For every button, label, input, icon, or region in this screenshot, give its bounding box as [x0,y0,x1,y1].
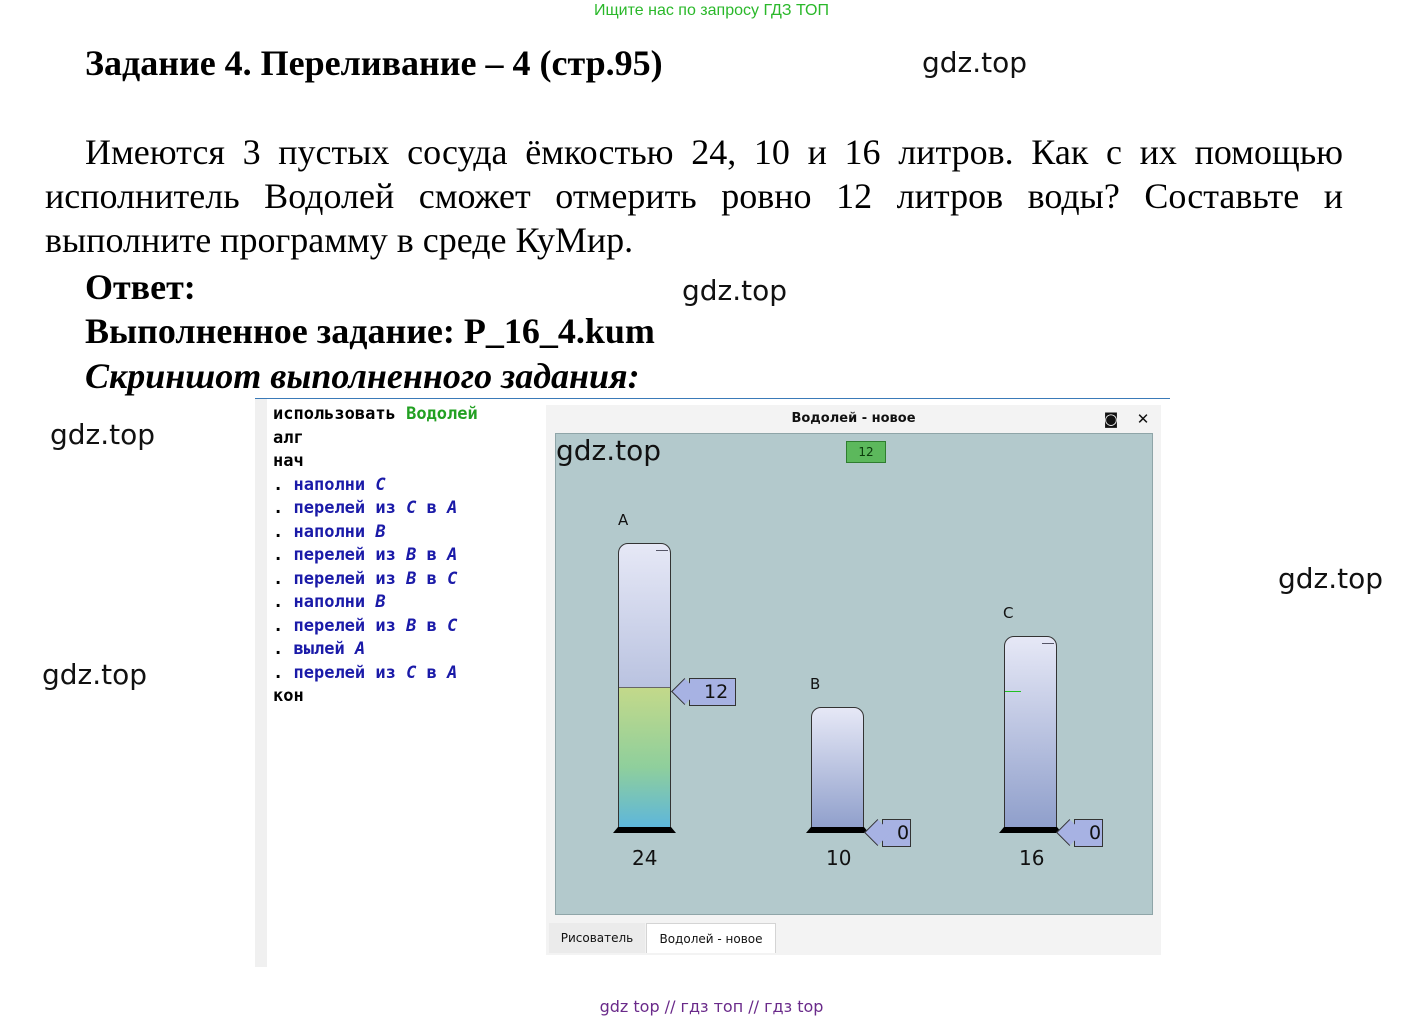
code-keyword: кон [273,686,304,706]
target-amount: 12 [846,441,886,463]
capacity-c: 16 [1019,846,1045,870]
code-editor[interactable] [255,399,540,967]
done-label: Выполненное задание: P_16_4.kum [85,311,655,351]
watermark: gdz.top [42,658,148,691]
code-vessel-arg: A [447,498,458,518]
code-keyword-in: в [426,498,437,518]
code-vessel-arg: B [375,592,386,612]
vessel-mark [1042,643,1054,644]
page-title: Задание 4. Переливание – 4 (стр.95) [85,43,663,83]
code-vessel-arg: A [354,639,366,659]
vessel-base [806,827,869,833]
vessel-base [613,827,676,833]
watermark: gdz.top [682,274,788,307]
capacity-a: 24 [632,846,658,870]
code-dot: . [273,568,284,589]
code-keyword: нач [273,451,304,471]
code-dot: . [273,639,284,659]
code-dot: . [273,474,284,495]
code-vessel-arg: B [375,521,386,542]
tab-bar [546,923,1161,953]
code-vessel-arg: C [447,615,458,636]
answer-label: Ответ: [85,267,196,307]
code-command: наполни [293,521,366,542]
code-dot: . [273,592,284,612]
amount-tag-c: 0 [1074,819,1103,847]
code-keyword-in: в [426,615,437,636]
code-command: вылей [293,639,345,659]
vessel-canvas [555,433,1153,915]
code-vessel-arg: C [375,474,386,495]
code-command: перелей из [293,545,396,565]
window-title: Водолей - новое [791,411,916,426]
watermark: gdz.top [556,434,662,467]
code-command: перелей из [293,568,396,589]
code-vessel-arg: C [447,568,458,589]
code-command: перелей из [293,615,396,636]
vessel-base [999,827,1062,833]
code-keyword: алг [273,427,304,448]
amount-tag-a: 12 [689,678,736,706]
vessel-name-c: C [1003,604,1014,622]
code-vessel-arg: A [447,545,458,565]
screenshot-label: Скриншот выполненного задания: [85,356,640,396]
vessel-a [618,543,671,833]
water-level [619,687,670,832]
code-keyword-in: в [426,662,437,683]
code-dot: . [273,521,284,542]
vessel-mark [656,550,668,551]
code-command: перелей из [293,498,396,518]
code-dot: . [273,615,284,636]
tab-risovatel[interactable]: Рисователь [549,923,645,953]
close-icon[interactable]: ✕ [1136,410,1150,428]
code-vessel-arg: B [406,568,417,589]
vodoley-window [546,405,1161,955]
restore-icon[interactable]: ◙ [1103,410,1119,428]
vessel-name-b: B [810,675,821,693]
watermark: gdz.top [50,418,156,451]
code-vessel-arg: B [406,615,417,636]
code-module: Водолей [406,404,478,424]
target-mark [1005,691,1021,692]
amount-tag-b: 0 [882,819,911,847]
watermark: gdz.top [922,46,1028,79]
code-vessel-arg: C [406,662,417,683]
vessel-b [811,707,864,833]
code-vessel-arg: C [406,498,417,518]
code-keyword-in: в [426,545,437,565]
code-vessel-arg: B [406,545,417,565]
top-banner: Ищите нас по запросу ГДЗ ТОП [594,2,829,19]
code-keyword: использовать [273,404,396,424]
code-dot: . [273,545,284,565]
code-dot: . [273,662,284,683]
footer: gdz top // гдз топ // гдз top [599,997,824,1016]
code-text [273,403,478,709]
tab-vodoley[interactable]: Водолей - новое [646,923,776,953]
code-vessel-arg: A [447,662,458,683]
code-command: наполни [293,592,366,612]
code-command: наполни [293,474,366,495]
code-keyword-in: в [426,568,437,589]
capacity-b: 10 [826,846,852,870]
code-command: перелей из [293,662,396,683]
task-paragraph: Имеются 3 пустых сосуда ёмкостью 24, 10 и 16 литров. Как с их помощью исполнитель Водолей сможет отмерить ровно 12 литров воды? Составьте и выполните программу в среде КуМир. [45,132,1343,260]
code-dot: . [273,498,284,518]
vessel-name-a: A [618,511,629,529]
vessel-c [1004,636,1057,833]
watermark: gdz.top [1278,562,1384,595]
